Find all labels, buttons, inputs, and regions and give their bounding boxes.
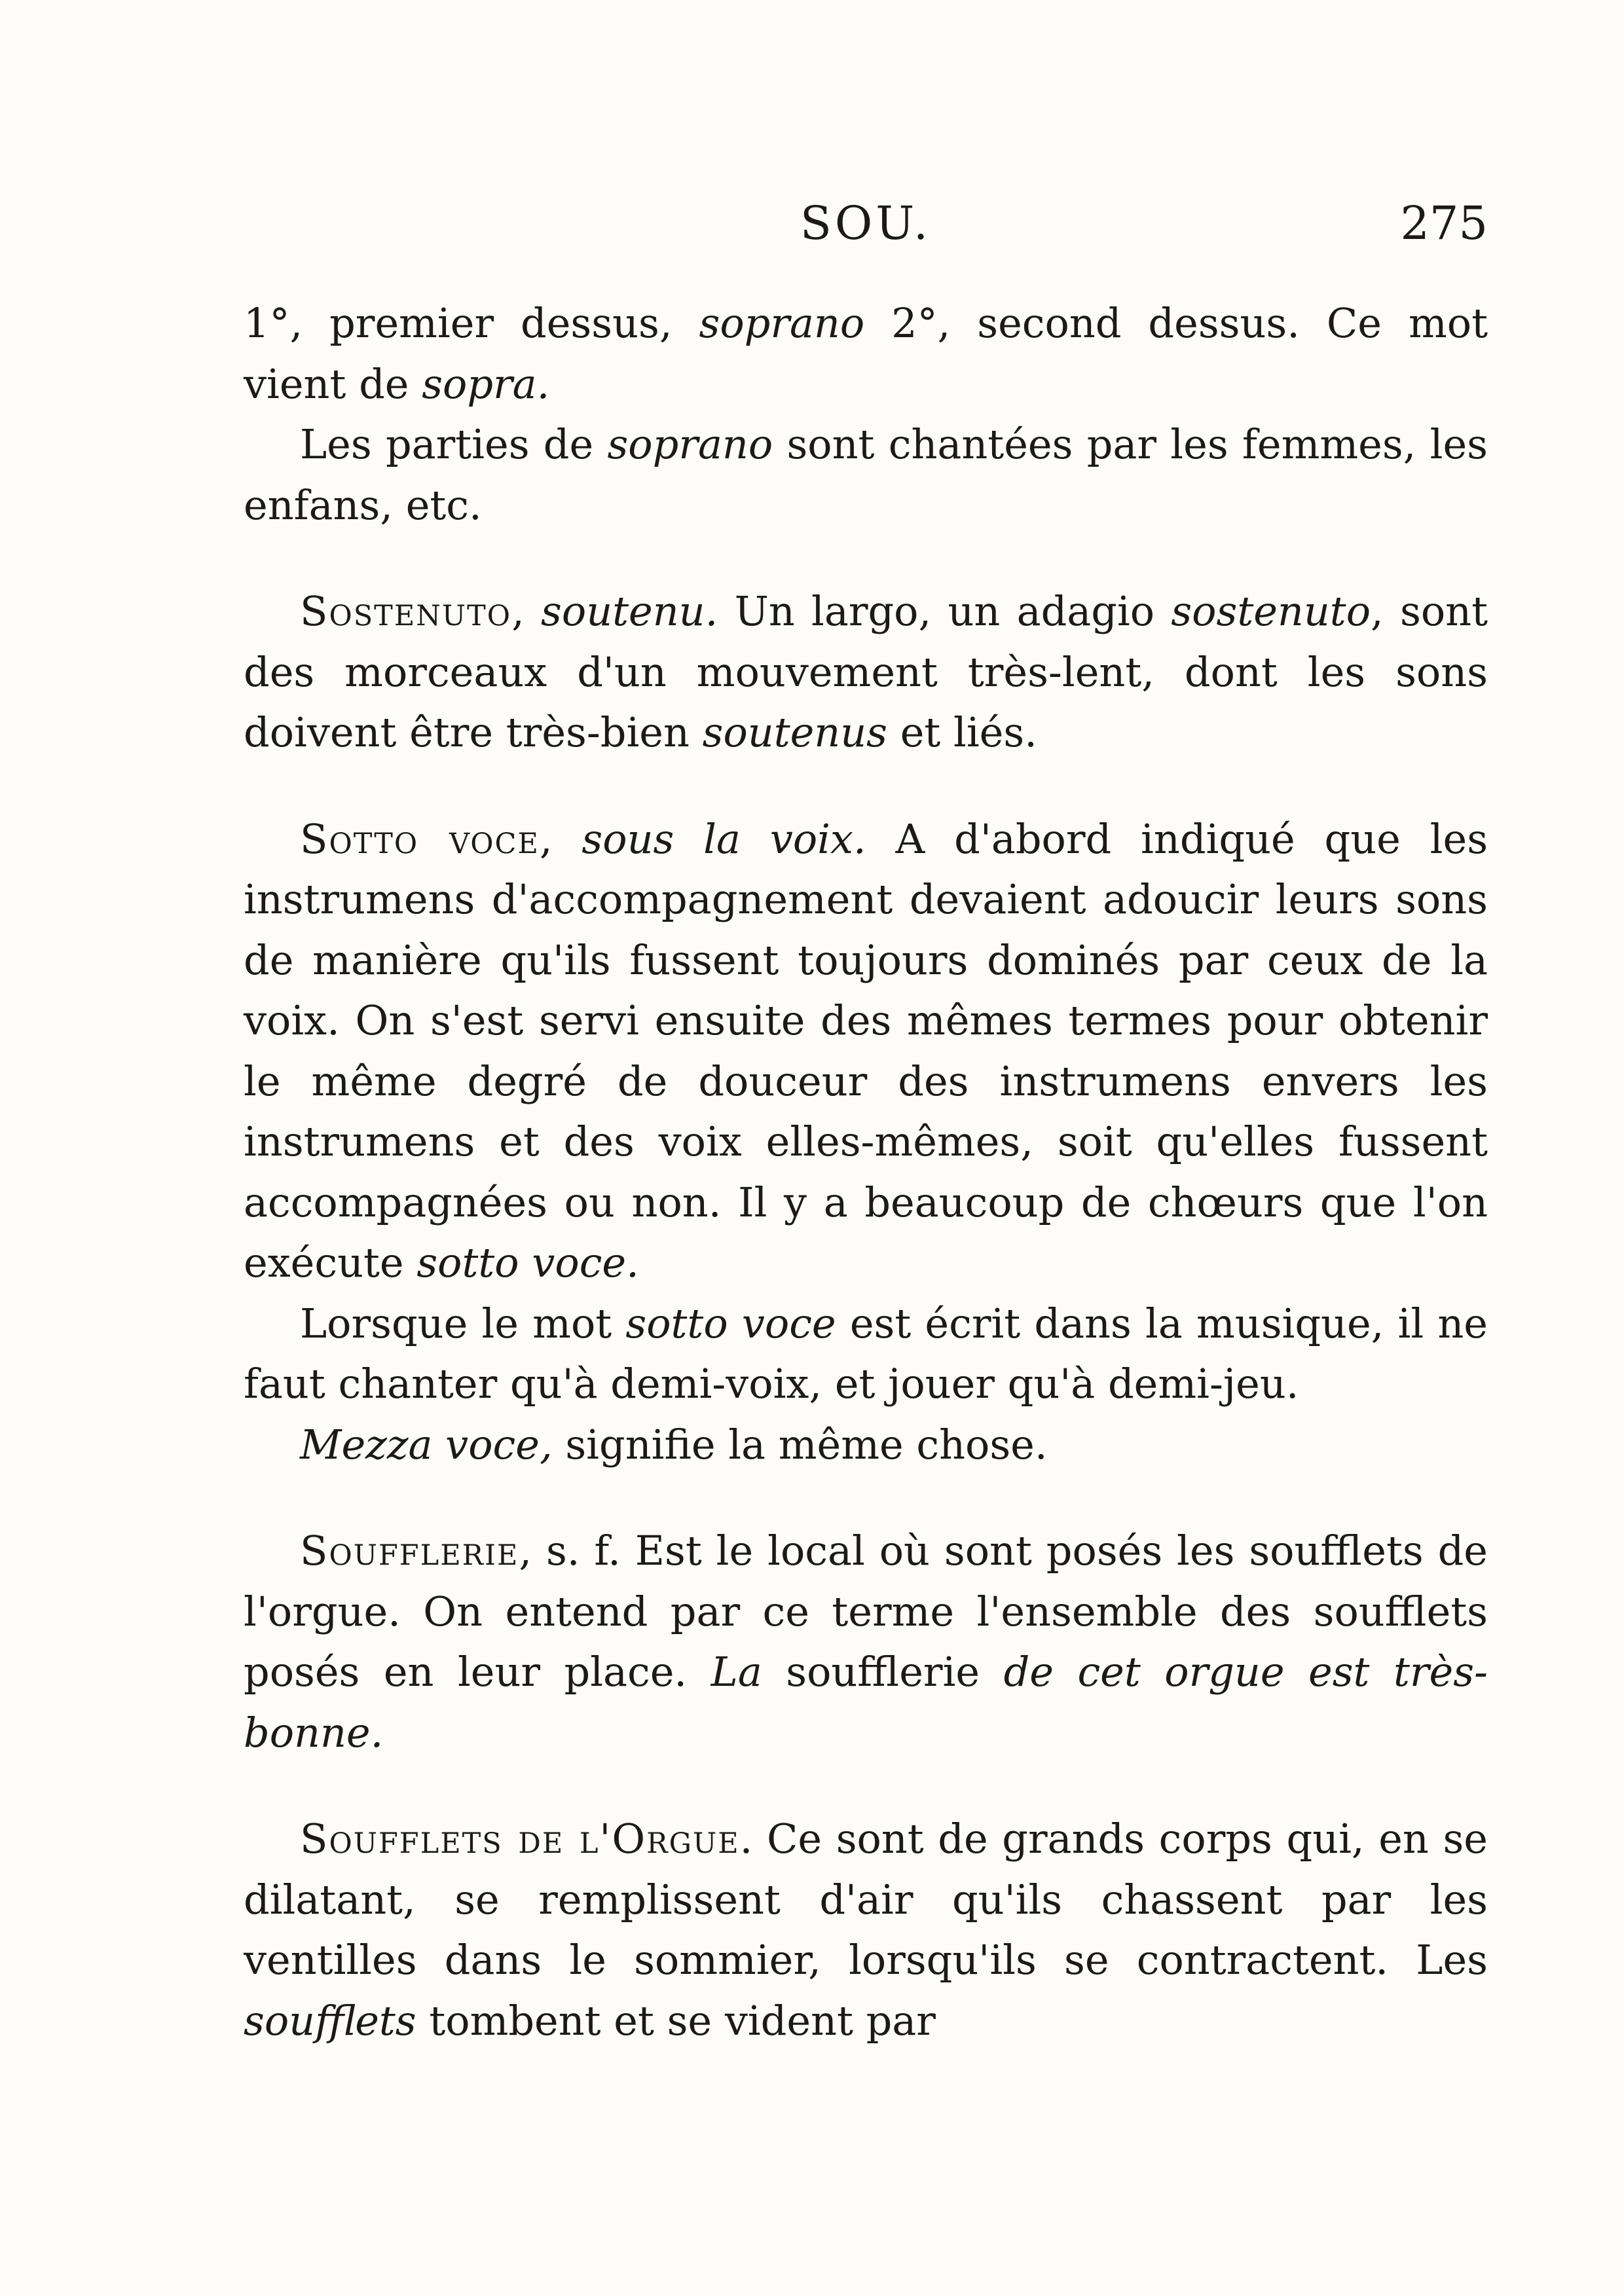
dictionary-entry [244,809,1488,1294]
italic-text: Mezza voce, [300,1420,553,1468]
italic-text: sous la voix. [581,814,866,863]
text-run: Les parties de [300,420,608,468]
text-run: 2°, second dessus. Ce mot vient de [244,299,1488,408]
entry-headword: Sostenuto [300,587,512,635]
text-run: . Ce sont de grands corps qui, en se dilatant, se remplissent d'air qu'ils chassent par les ventilles dans le sommier, lorsqu'ils se contractent. Les [244,1815,1488,1984]
italic-text: soprano [607,420,773,468]
page-number: 275 [1400,196,1488,250]
italic-text: soutenus [702,708,887,756]
italic-text: sotto voce. [416,1239,639,1286]
dictionary-entry [244,1809,1488,2051]
italic-text: La [710,1648,762,1696]
paragraph [244,1415,1488,1476]
text-run: , s. f. Est le local où sont posés les soufflets de l'orgue. On entend par ce terme l'ensemble des soufflets posés en leur place. [244,1527,1488,1696]
paragraph [244,293,1488,414]
paragraph [244,1294,1488,1415]
dictionary-entry [244,1521,1488,1763]
entry-headword: Sotto voce [300,814,540,863]
entry-headword: Soufflets de l'Orgue [300,1815,740,1863]
italic-text: soprano [699,299,865,347]
text-run: et liés. [887,708,1037,756]
paragraph [244,414,1488,536]
text-run: 1°, premier dessus, [244,299,699,347]
italic-text: soutenu. [541,587,718,635]
text-run: , [539,814,582,863]
body-text [244,293,1488,2051]
italic-text: soufflets [244,1996,416,2045]
entry-headword: Soufflerie [300,1527,519,1575]
italic-text: de cet orgue est très-bonne. [244,1648,1488,1757]
running-head: SOU. [800,196,932,250]
italic-text: sopra. [422,359,550,408]
text-run: Un largo, un adagio [718,587,1172,635]
text-run: , sont des morceaux d'un mouvement très-lent, dont les sons doivent être très-bien [244,587,1488,756]
text-run: sont chantées par les femmes, les enfans, etc. [244,420,1488,529]
dictionary-entry [244,581,1488,763]
italic-text: sotto voce [625,1299,836,1347]
text-run: tombent et se vident par [416,1996,936,2045]
text-run: soufflerie [762,1648,1004,1696]
page-header [244,194,1488,253]
text-run: A d'abord indiqué que les instrumens d'accompagnement devaient adoucir leurs sons de manière qu'ils fussent toujours dominés par ceux de la voix. On s'est servi ensuite des mêmes termes pour obtenir le même degré de douceur des instrumens envers les instrumens et des voix elles-mêmes, soit qu'elles fussent accompagnées ou non. Il y a beaucoup de chœurs que l'on exécute [244,814,1488,1286]
text-run: Lorsque le mot [300,1299,626,1347]
text-run: signifie la même chose. [552,1420,1048,1468]
text-run: est écrit dans la musique, il ne faut chanter qu'à demi-voix, et jouer qu'à demi-jeu. [244,1299,1488,1408]
text-run: , [511,587,542,635]
italic-text: sostenuto [1171,587,1371,635]
